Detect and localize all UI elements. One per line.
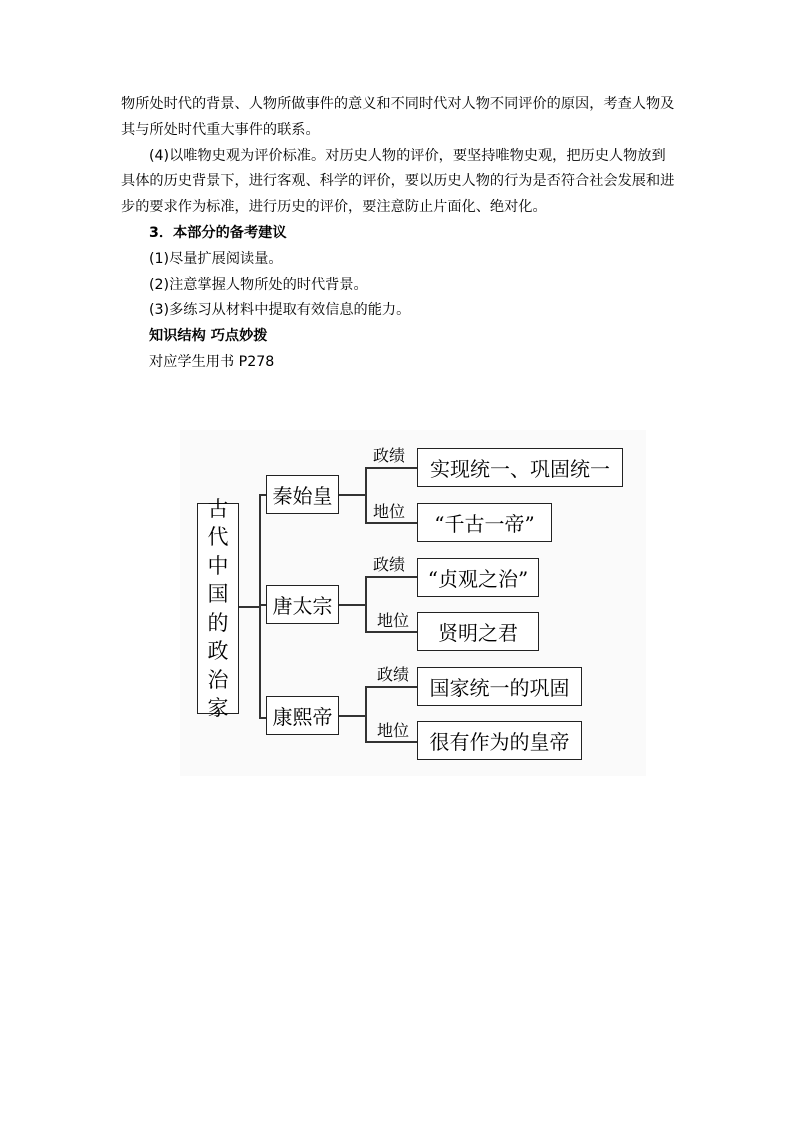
section-title-knowledge-structure: 知识结构 巧点妙拨 — [149, 328, 268, 345]
connector — [365, 631, 417, 633]
paragraph-continuation: 物所处时代的背景、人物所做事件的意义和不同时代对人物不同评价的原因，考查人物及其与所处时代重大事件的联系。 — [121, 96, 675, 138]
achievement-label: 政绩 — [377, 665, 410, 684]
section-heading-3: 3．本部分的备考建议 — [149, 224, 287, 241]
ruler-box-tang-taizong: 唐太宗 — [266, 585, 339, 624]
status-box: 很有作为的皇帝 — [417, 721, 582, 760]
suggestion-2: (2)注意掌握人物所处的时代背景。 — [149, 276, 368, 293]
connector — [239, 606, 260, 608]
connector — [365, 686, 417, 688]
achievement-box: 国家统一的巩固 — [417, 667, 582, 706]
connector — [365, 741, 417, 743]
suggestion-3: (3)多练习从材料中提取有效信息的能力。 — [149, 302, 411, 319]
status-label: 地位 — [377, 721, 410, 740]
root-box: 古 代 中 国 的 政 治 家 — [197, 503, 239, 714]
achievement-label: 政绩 — [373, 555, 406, 574]
achievement-box: “贞观之治” — [417, 558, 539, 597]
connector — [339, 715, 366, 717]
achievement-label: 政绩 — [373, 446, 406, 465]
connector — [365, 576, 417, 578]
suggestion-1: (1)尽量扩展阅读量。 — [149, 250, 283, 267]
connector — [365, 576, 367, 632]
ruler-box-kangxi: 康熙帝 — [266, 696, 339, 735]
status-label: 地位 — [377, 611, 410, 630]
achievement-box: 实现统一、巩固统一 — [417, 448, 623, 487]
connector — [259, 717, 266, 719]
connector — [259, 494, 261, 718]
connector — [259, 494, 266, 496]
connector — [339, 604, 366, 606]
connector — [365, 686, 367, 742]
student-book-reference: 对应学生用书 P278 — [149, 353, 275, 370]
connector — [365, 467, 367, 523]
connector — [365, 522, 417, 524]
body-text — [121, 92, 677, 376]
paragraph-point-4: (4)以唯物史观为评价标准。对历史人物的评价，要坚持唯物史观，把历史人物放到具体的历史背景下，进行客观、科学的评价，要以历史人物的行为是否符合社会发展和进步的要求作为标准，进行历史的评价，要注意防止片面化、绝对化。 — [121, 147, 675, 216]
connector — [339, 494, 366, 496]
connector — [365, 467, 417, 469]
status-label: 地位 — [373, 502, 406, 521]
ruler-box-qin-shihuang: 秦始皇 — [266, 475, 339, 514]
status-box: 贤明之君 — [417, 612, 539, 651]
connector — [259, 604, 266, 606]
knowledge-structure-diagram — [180, 430, 646, 776]
status-box: “千古一帝” — [417, 503, 552, 542]
